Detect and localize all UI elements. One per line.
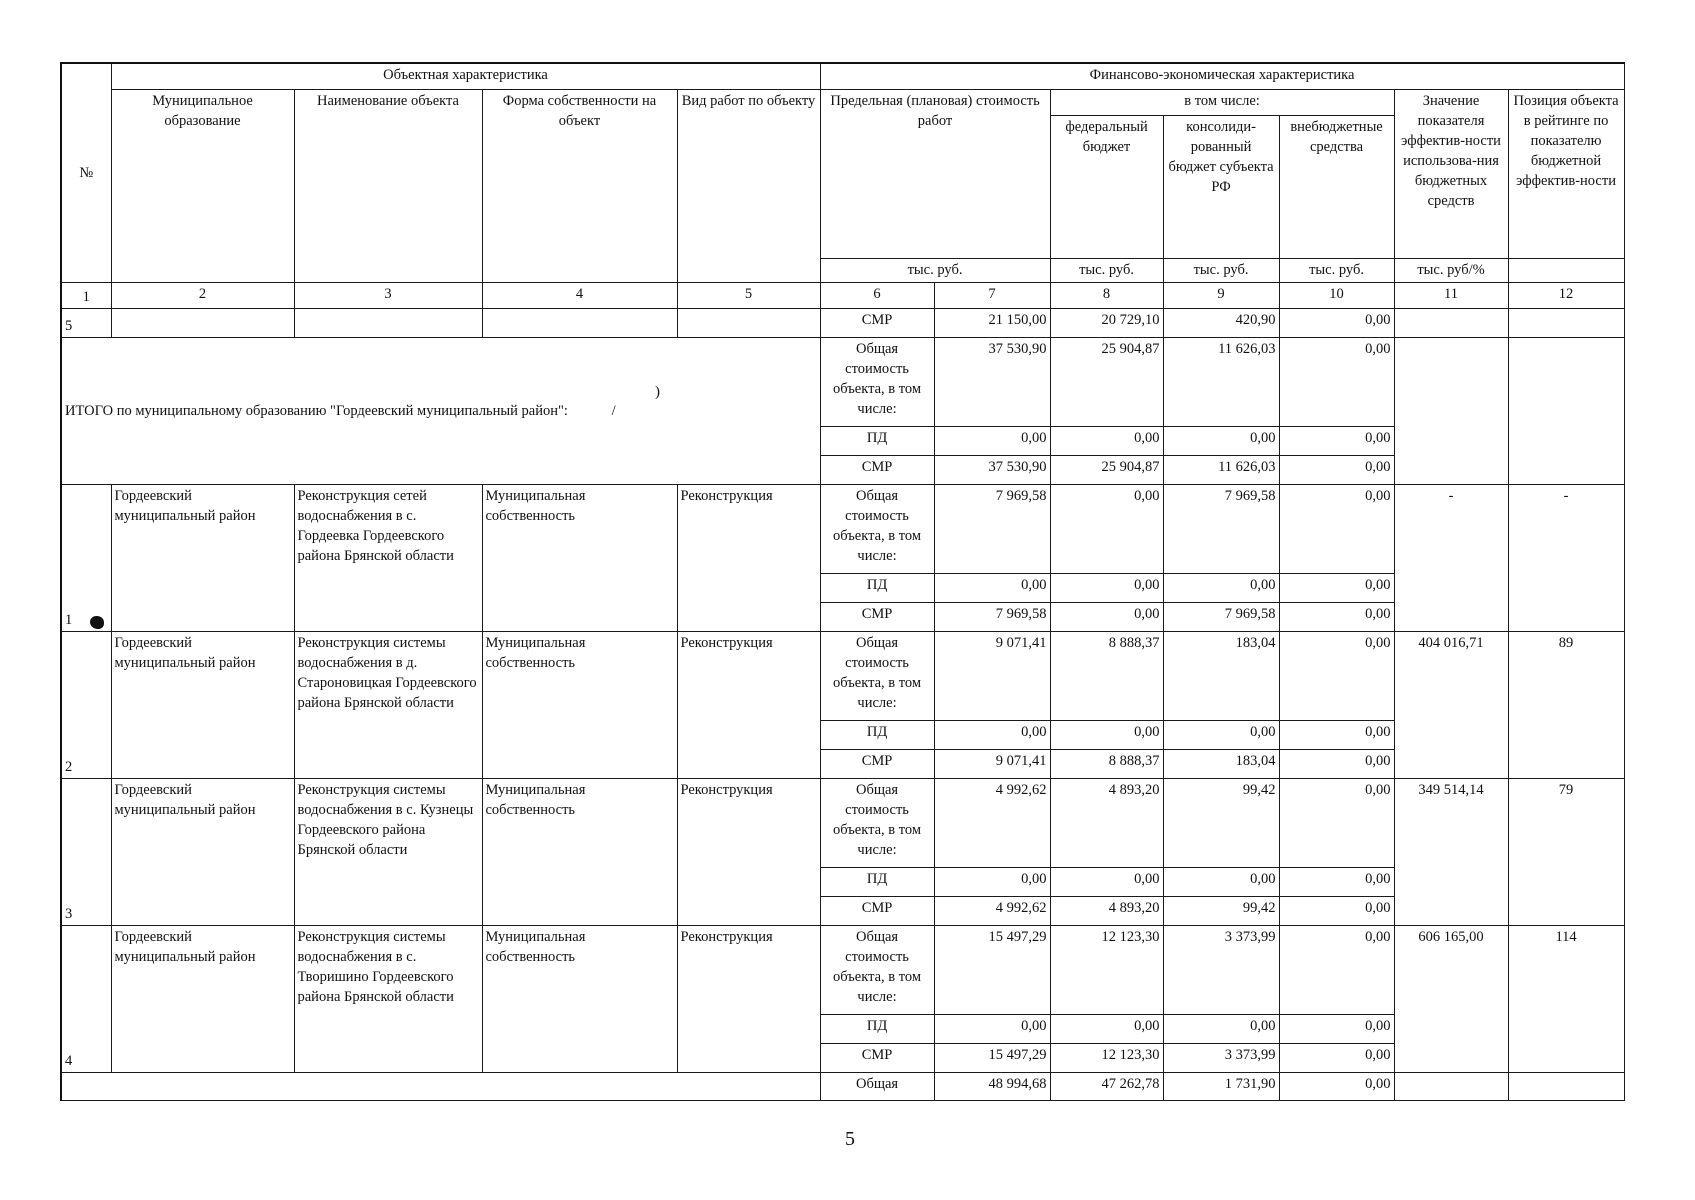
header-object-group: Объектная характеристика — [111, 63, 820, 89]
consolidated-value: 99,42 — [1163, 896, 1279, 925]
cost-value: 48 994,68 — [934, 1072, 1050, 1100]
colnum: 6 — [820, 282, 934, 308]
colnum: 7 — [934, 282, 1050, 308]
cost-value: 4 992,62 — [934, 778, 1050, 867]
consolidated-value: 11 626,03 — [1163, 455, 1279, 484]
row-label: Общая стоимость объекта, в том числе: — [820, 631, 934, 720]
consolidated-value: 3 373,99 — [1163, 1043, 1279, 1072]
object-ownership: Муниципальная собственность — [482, 484, 677, 631]
object-municipality: Гордеевский муниципальный район — [111, 484, 294, 631]
object-row — [61, 778, 1624, 867]
header-finance-group: Финансово-экономическая характеристика — [820, 63, 1624, 89]
object-work-type: Реконструкция — [677, 925, 820, 1072]
object-work-type: Реконструкция — [677, 778, 820, 925]
colnum: 8 — [1050, 282, 1163, 308]
federal-value: 0,00 — [1050, 1014, 1163, 1043]
object-row — [61, 484, 1624, 573]
colnum: 10 — [1279, 282, 1394, 308]
object-rank: - — [1508, 484, 1624, 631]
object-work-type: Реконструкция — [677, 631, 820, 778]
row-label: ПД — [820, 720, 934, 749]
header-subgroup-row — [61, 89, 1624, 115]
extrabudget-value: 0,00 — [1279, 867, 1394, 896]
cost-value: 9 071,41 — [934, 631, 1050, 720]
extrabudget-value: 0,00 — [1279, 455, 1394, 484]
consolidated-value: 183,04 — [1163, 631, 1279, 720]
unit-rank — [1508, 258, 1624, 282]
federal-value: 25 904,87 — [1050, 455, 1163, 484]
federal-value: 8 888,37 — [1050, 749, 1163, 778]
consolidated-value: 420,90 — [1163, 308, 1279, 337]
object-number: 2 — [61, 631, 111, 778]
row-label: Общая стоимость объекта, в том числе: — [820, 337, 934, 426]
extrabudget-value: 0,00 — [1279, 484, 1394, 573]
colnum: 9 — [1163, 282, 1279, 308]
cost-value: 21 150,00 — [934, 308, 1050, 337]
row-label: Общая стоимость объекта, в том числе: — [820, 484, 934, 573]
empty-cell — [111, 308, 294, 337]
extrabudget-value: 0,00 — [1279, 778, 1394, 867]
object-number: 1 — [61, 484, 111, 631]
cost-value: 0,00 — [934, 867, 1050, 896]
object-ownership: Муниципальная собственность — [482, 778, 677, 925]
federal-value: 4 893,20 — [1050, 896, 1163, 925]
row-label: Общая — [820, 1072, 934, 1100]
object-name: Реконструкция системы водоснабжения в с. Творишино Гордеевского района Брянской области — [294, 925, 482, 1072]
empty-cell — [482, 308, 677, 337]
cost-value: 0,00 — [934, 720, 1050, 749]
row-label: СМР — [820, 602, 934, 631]
object-number: 4 — [61, 925, 111, 1072]
federal-value: 0,00 — [1050, 426, 1163, 455]
carryover-number: 5 — [61, 308, 111, 337]
empty-cell — [61, 1072, 820, 1100]
object-number: 3 — [61, 778, 111, 925]
consolidated-value: 3 373,99 — [1163, 925, 1279, 1014]
consolidated-value: 7 969,58 — [1163, 484, 1279, 573]
extrabudget-value: 0,00 — [1279, 1043, 1394, 1072]
federal-value: 0,00 — [1050, 867, 1163, 896]
object-work-type: Реконструкция — [677, 484, 820, 631]
column-numbers-row — [61, 282, 1624, 308]
row-label: СМР — [820, 308, 934, 337]
consolidated-value: 183,04 — [1163, 749, 1279, 778]
colnum: 5 — [677, 282, 820, 308]
object-municipality: Гордеевский муниципальный район — [111, 631, 294, 778]
ink-blot — [90, 616, 104, 629]
cost-value: 7 969,58 — [934, 484, 1050, 573]
row-label: СМР — [820, 749, 934, 778]
header-ownership: Форма собственности на объект — [482, 89, 677, 282]
object-name: Реконструкция системы водоснабжения в д. Староновицкая Гордеевского района Брянской области — [294, 631, 482, 778]
header-extrabudget: внебюджетные средства — [1279, 115, 1394, 258]
consolidated-value: 11 626,03 — [1163, 337, 1279, 426]
empty-cell — [1508, 1072, 1624, 1100]
object-row — [61, 631, 1624, 720]
object-row — [61, 925, 1624, 1014]
empty-cell — [294, 308, 482, 337]
extrabudget-value: 0,00 — [1279, 308, 1394, 337]
consolidated-value: 99,42 — [1163, 778, 1279, 867]
cost-value: 15 497,29 — [934, 1043, 1050, 1072]
consolidated-value: 0,00 — [1163, 720, 1279, 749]
cost-value: 7 969,58 — [934, 602, 1050, 631]
empty-cell — [1394, 1072, 1508, 1100]
cost-value: 15 497,29 — [934, 925, 1050, 1014]
colnum: 3 — [294, 282, 482, 308]
row-label: Общая стоимость объекта, в том числе: — [820, 925, 934, 1014]
colnum: 2 — [111, 282, 294, 308]
federal-value: 25 904,87 — [1050, 337, 1163, 426]
cost-value: 9 071,41 — [934, 749, 1050, 778]
extrabudget-value: 0,00 — [1279, 1072, 1394, 1100]
row-label: ПД — [820, 1014, 934, 1043]
colnum: 4 — [482, 282, 677, 308]
consolidated-value: 7 969,58 — [1163, 602, 1279, 631]
empty-cell — [677, 308, 820, 337]
object-efficiency: - — [1394, 484, 1508, 631]
funding-table — [60, 62, 1625, 1101]
cost-value: 0,00 — [934, 573, 1050, 602]
cost-value: 37 530,90 — [934, 455, 1050, 484]
handwritten-mark: ) — [655, 384, 660, 400]
object-ownership: Муниципальная собственность — [482, 925, 677, 1072]
header-number: № — [61, 63, 111, 282]
extrabudget-value: 0,00 — [1279, 602, 1394, 631]
object-municipality: Гордеевский муниципальный район — [111, 925, 294, 1072]
empty-cell — [1508, 308, 1624, 337]
object-name: Реконструкция сетей водоснабжения в с. Гордеевка Гордеевского района Брянской области — [294, 484, 482, 631]
grand-total-row — [61, 1072, 1624, 1100]
unit-federal: тыс. руб. — [1050, 258, 1163, 282]
federal-value: 0,00 — [1050, 484, 1163, 573]
header-object-name: Наименование объекта — [294, 89, 482, 282]
header-including: в том числе: — [1050, 89, 1394, 115]
federal-value: 0,00 — [1050, 602, 1163, 631]
federal-value: 12 123,30 — [1050, 1043, 1163, 1072]
handwritten-mark: / — [611, 402, 616, 419]
federal-value: 0,00 — [1050, 720, 1163, 749]
colnum: 1 — [61, 282, 111, 308]
object-municipality: Гордеевский муниципальный район — [111, 778, 294, 925]
colnum: 12 — [1508, 282, 1624, 308]
federal-value: 8 888,37 — [1050, 631, 1163, 720]
unit-extrabudget: тыс. руб. — [1279, 258, 1394, 282]
row-label: ПД — [820, 867, 934, 896]
row-label: ПД — [820, 573, 934, 602]
header-rank: Позиция объекта в рейтинге по показателю бюджетной эффектив-ности — [1508, 89, 1624, 258]
federal-value: 12 123,30 — [1050, 925, 1163, 1014]
row-label: СМР — [820, 1043, 934, 1072]
total-label: ИТОГО по муниципальному образованию "Гордеевский муниципальный район": — [65, 402, 568, 419]
extrabudget-value: 0,00 — [1279, 1014, 1394, 1043]
object-efficiency: 606 165,00 — [1394, 925, 1508, 1072]
header-group-row — [61, 63, 1624, 89]
extrabudget-value: 0,00 — [1279, 925, 1394, 1014]
object-name: Реконструкция системы водоснабжения в с. Кузнецы Гордеевского района Брянской области — [294, 778, 482, 925]
extrabudget-value: 0,00 — [1279, 573, 1394, 602]
row-label: Общая стоимость объекта, в том числе: — [820, 778, 934, 867]
unit-consolidated: тыс. руб. — [1163, 258, 1279, 282]
consolidated-value: 0,00 — [1163, 573, 1279, 602]
consolidated-value: 1 731,90 — [1163, 1072, 1279, 1100]
cost-value: 4 992,62 — [934, 896, 1050, 925]
federal-value: 4 893,20 — [1050, 778, 1163, 867]
empty-cell — [1394, 308, 1508, 337]
header-work-type: Вид работ по объекту — [677, 89, 820, 282]
row-label: СМР — [820, 455, 934, 484]
consolidated-value: 0,00 — [1163, 426, 1279, 455]
federal-value: 47 262,78 — [1050, 1072, 1163, 1100]
colnum: 11 — [1394, 282, 1508, 308]
total-efficiency — [1394, 337, 1508, 484]
consolidated-value: 0,00 — [1163, 867, 1279, 896]
extrabudget-value: 0,00 — [1279, 337, 1394, 426]
row-label: ПД — [820, 426, 934, 455]
object-rank: 89 — [1508, 631, 1624, 778]
object-efficiency: 349 514,14 — [1394, 778, 1508, 925]
header-federal: федеральный бюджет — [1050, 115, 1163, 258]
federal-value: 20 729,10 — [1050, 308, 1163, 337]
extrabudget-value: 0,00 — [1279, 749, 1394, 778]
unit-cost: тыс. руб. — [820, 258, 1050, 282]
object-ownership: Муниципальная собственность — [482, 631, 677, 778]
federal-value: 0,00 — [1050, 573, 1163, 602]
cost-value: 37 530,90 — [934, 337, 1050, 426]
total-row — [61, 337, 1624, 426]
header-efficiency: Значение показателя эффектив-ности использова-ния бюджетных средств — [1394, 89, 1508, 258]
carryover-row — [61, 308, 1624, 337]
total-label-cell — [61, 337, 820, 484]
total-rank — [1508, 337, 1624, 484]
header-max-cost: Предельная (плановая) стоимость работ — [820, 89, 1050, 258]
header-municipality: Муниципальное образование — [111, 89, 294, 282]
cost-value: 0,00 — [934, 1014, 1050, 1043]
object-efficiency: 404 016,71 — [1394, 631, 1508, 778]
row-label: СМР — [820, 896, 934, 925]
page-number: 5 — [845, 1128, 855, 1150]
extrabudget-value: 0,00 — [1279, 426, 1394, 455]
cost-value: 0,00 — [934, 426, 1050, 455]
extrabudget-value: 0,00 — [1279, 896, 1394, 925]
header-consolidated: консолиди-рованный бюджет субъекта РФ — [1163, 115, 1279, 258]
object-rank: 114 — [1508, 925, 1624, 1072]
object-rank: 79 — [1508, 778, 1624, 925]
extrabudget-value: 0,00 — [1279, 720, 1394, 749]
unit-efficiency: тыс. руб/% — [1394, 258, 1508, 282]
extrabudget-value: 0,00 — [1279, 631, 1394, 720]
consolidated-value: 0,00 — [1163, 1014, 1279, 1043]
